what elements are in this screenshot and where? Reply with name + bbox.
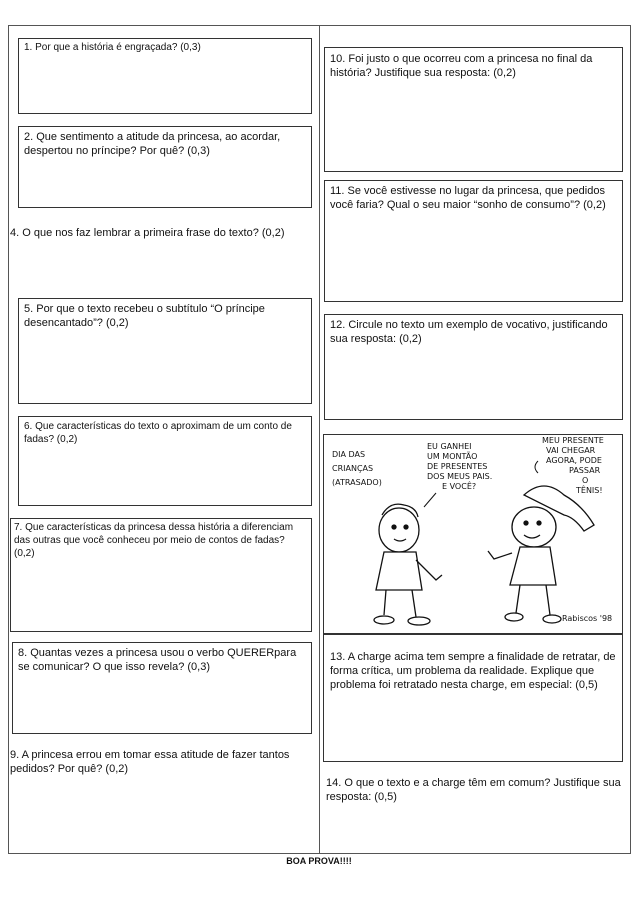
question-14: 14. O que o texto e a charge têm em comum? Justifique sua resposta: (0,5) xyxy=(326,777,621,803)
cartoon-title-line1: DIA DAS xyxy=(332,450,366,459)
question-13: 13. A charge acima tem sempre a finalidade de retratar, de forma crítica, um problema da realidade. Explique que problema foi retratado nesta charge, em especial: (0,5) xyxy=(330,651,616,691)
question-9: 9. A princesa errou em tomar essa atitude de fazer tantos pedidos? Por quê? (0,2) xyxy=(10,749,290,775)
left-bubble-line2: UM MONTÃO xyxy=(427,452,478,461)
column-divider xyxy=(319,25,320,853)
right-bubble-line4: PASSAR xyxy=(569,466,601,475)
question-8: 8. Quantas vezes a princesa usou o verbo QUERERpara se comunicar? O que isso revela? (0,3) xyxy=(18,647,297,673)
left-speech-bubble xyxy=(424,442,492,507)
right-bubble-line5: O xyxy=(582,476,589,485)
question-12: 12. Circule no texto um exemplo de vocativo, justificando sua resposta: (0,2) xyxy=(330,319,608,345)
question-10: 10. Foi justo o que ocorreu com a princesa no final da história? Justifique sua resposta: (0,2) xyxy=(330,53,593,79)
left-bubble-line1: EU GANHEI xyxy=(427,442,472,451)
question-5: 5. Por que o texto recebeu o subtítulo “O príncipe desencantado”? (0,2) xyxy=(24,303,265,329)
boy-left-figure xyxy=(374,504,442,625)
cartoon-title-line3: (ATRASADO) xyxy=(332,478,382,487)
question-6: 6. Que características do texto o aproximam de um conto de fadas? (0,2) xyxy=(24,421,292,445)
right-bubble-line1: MEU PRESENTE xyxy=(542,436,604,445)
footer-text: BOA PROVA!!!! xyxy=(286,856,352,866)
left-bubble-line3: DE PRESENTES xyxy=(427,462,488,471)
right-bubble-line2: VAI CHEGAR xyxy=(546,446,596,455)
left-bubble-line4: DOS MEUS PAIS. xyxy=(427,472,493,481)
cartoon-image xyxy=(323,434,623,634)
right-bubble-line6: TÊNIS! xyxy=(576,486,603,495)
question-11: 11. Se você estivesse no lugar da princesa, que pedidos você faria? Qual o seu maior “sonho de consumo”? (0,2) xyxy=(330,185,606,211)
cartoon-title-line2: CRIANÇAS xyxy=(332,464,374,473)
boy-right-figure xyxy=(488,486,594,623)
right-bubble-line3: AGORA, PODE xyxy=(546,456,602,465)
question-2: 2. Que sentimento a atitude da princesa, ao acordar, despertou no príncipe? Por quê? (0,3) xyxy=(24,131,281,157)
cartoon-signature: Rabiscos '98 xyxy=(562,614,613,623)
question-7: 7. Que características da princesa dessa história a diferenciam das outras que você conheceu por meio de contos de fadas? (0,2) xyxy=(14,522,294,559)
left-bubble-line5: E VOCÊ? xyxy=(442,482,477,491)
cartoon-drawing xyxy=(324,435,623,634)
question-4: 4. O que nos faz lembrar a primeira frase do texto? (0,2) xyxy=(10,227,285,239)
question-1: 1. Por que a história é engraçada? (0,3) xyxy=(24,42,201,53)
